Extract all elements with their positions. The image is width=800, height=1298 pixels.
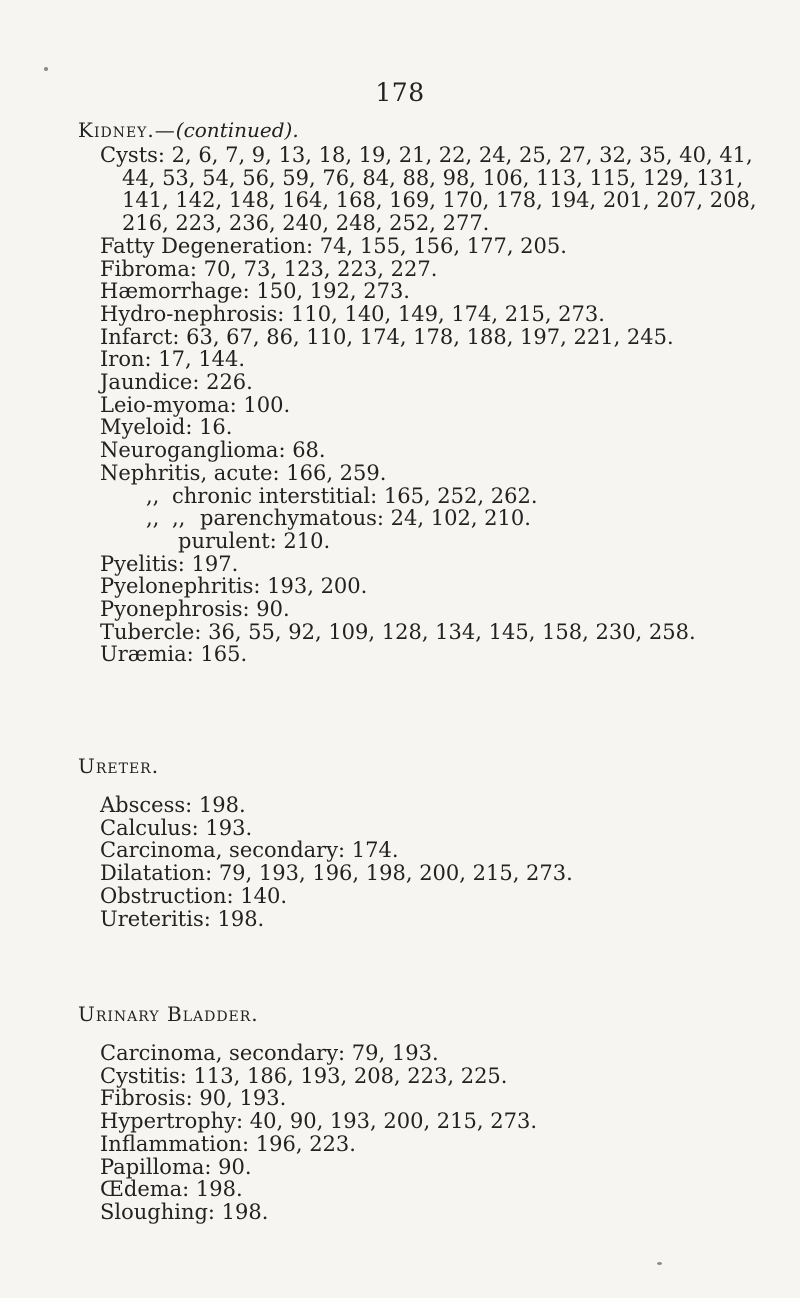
list-item: Nephritis, acute: 166, 259. xyxy=(100,460,387,485)
section-heading: Ureter. xyxy=(78,754,160,778)
list-item: Hæmorrhage: 150, 192, 273. xyxy=(100,279,410,304)
list-item: Tubercle: 36, 55, 92, 109, 128, 134, 145, 158, 230, 258. xyxy=(100,619,696,644)
list-item: Hydro-nephrosis: 110, 140, 149, 174, 215, 273. xyxy=(100,301,605,326)
list-item: Pyonephrosis: 90. xyxy=(100,597,290,622)
entry-list xyxy=(78,144,778,666)
list-item: Abscess: 198. xyxy=(100,793,246,817)
list-item: purulent: 210. xyxy=(178,528,331,553)
list-item: Papilloma: 90. xyxy=(100,1154,252,1179)
list-item: Fibroma: 70, 73, 123, 223, 227. xyxy=(100,256,438,281)
list-item: Neuroganglioma: 68. xyxy=(100,438,326,463)
entry-list xyxy=(78,794,778,930)
ditto-mark: ,, xyxy=(146,483,160,508)
list-item: Œdema: 198. xyxy=(100,1177,243,1202)
list-item: Cystitis: 113, 186, 193, 208, 223, 225. xyxy=(100,1063,508,1088)
list-item: Inflammation: 196, 223. xyxy=(100,1131,356,1156)
list-item: Pyelitis: 197. xyxy=(100,551,239,576)
kidney-section xyxy=(78,116,778,666)
section-heading: Urinary Bladder. xyxy=(78,1002,259,1026)
section-heading: Kidney.—(continued). xyxy=(78,118,299,142)
list-item: Hypertrophy: 40, 90, 193, 200, 215, 273. xyxy=(100,1109,537,1134)
list-item: Carcinoma, secondary: 79, 193. xyxy=(100,1041,439,1065)
paper-speck xyxy=(44,67,48,71)
ureter-section xyxy=(78,752,778,930)
list-item: Fibrosis: 90, 193. xyxy=(100,1086,287,1111)
list-item: Carcinoma, secondary: 174. xyxy=(100,838,399,863)
list-item: Sloughing: 198. xyxy=(100,1199,269,1224)
entry-list xyxy=(78,1042,778,1224)
list-item: Dilatation: 79, 193, 196, 198, 200, 215, 273. xyxy=(100,861,573,886)
list-item: Calculus: 193. xyxy=(100,815,253,840)
continued-label: (continued). xyxy=(175,118,299,142)
paper-speck xyxy=(657,1262,662,1265)
ditto-mark: ,, xyxy=(172,506,186,531)
list-item: Pyelonephritis: 193, 200. xyxy=(100,574,368,599)
list-item: Fatty Degeneration: 74, 155, 156, 177, 205. xyxy=(100,233,567,258)
list-item: Ureteritis: 198. xyxy=(100,906,265,931)
list-item: Iron: 17, 144. xyxy=(100,347,246,372)
list-item: Obstruction: 140. xyxy=(100,883,288,908)
list-item: ,, chronic interstitial: 165, 252, 262. xyxy=(78,485,778,508)
list-item: ,, ,, parenchymatous: 24, 102, 210. xyxy=(78,507,778,530)
list-item: Infarct: 63, 67, 86, 110, 174, 178, 188, 197, 221, 245. xyxy=(100,324,674,349)
list-item: Jaundice: 226. xyxy=(100,370,253,395)
list-item: Cysts: 2, 6, 7, 9, 13, 18, 19, 21, 22, 24, 25, 27, 32, 35, 40, 41, 44, 53, 54, 56, 59, 76, 84, 88, 98, 106, 113, 115, 129, 131, 141, 142, 148, 164, 168, 169, 170, 178, 194, 201, 207, 208, 216, 223, 236, 240, 248, 252, 277. xyxy=(100,143,757,236)
list-item: Myeloid: 16. xyxy=(100,415,233,440)
ditto-mark: ,, xyxy=(146,506,160,531)
list-item: Leio-myoma: 100. xyxy=(100,392,291,417)
heading-text: Kidney. xyxy=(78,118,155,142)
bladder-section xyxy=(78,1000,778,1224)
page-number: 178 xyxy=(375,78,425,107)
list-item: Uræmia: 165. xyxy=(100,642,248,667)
